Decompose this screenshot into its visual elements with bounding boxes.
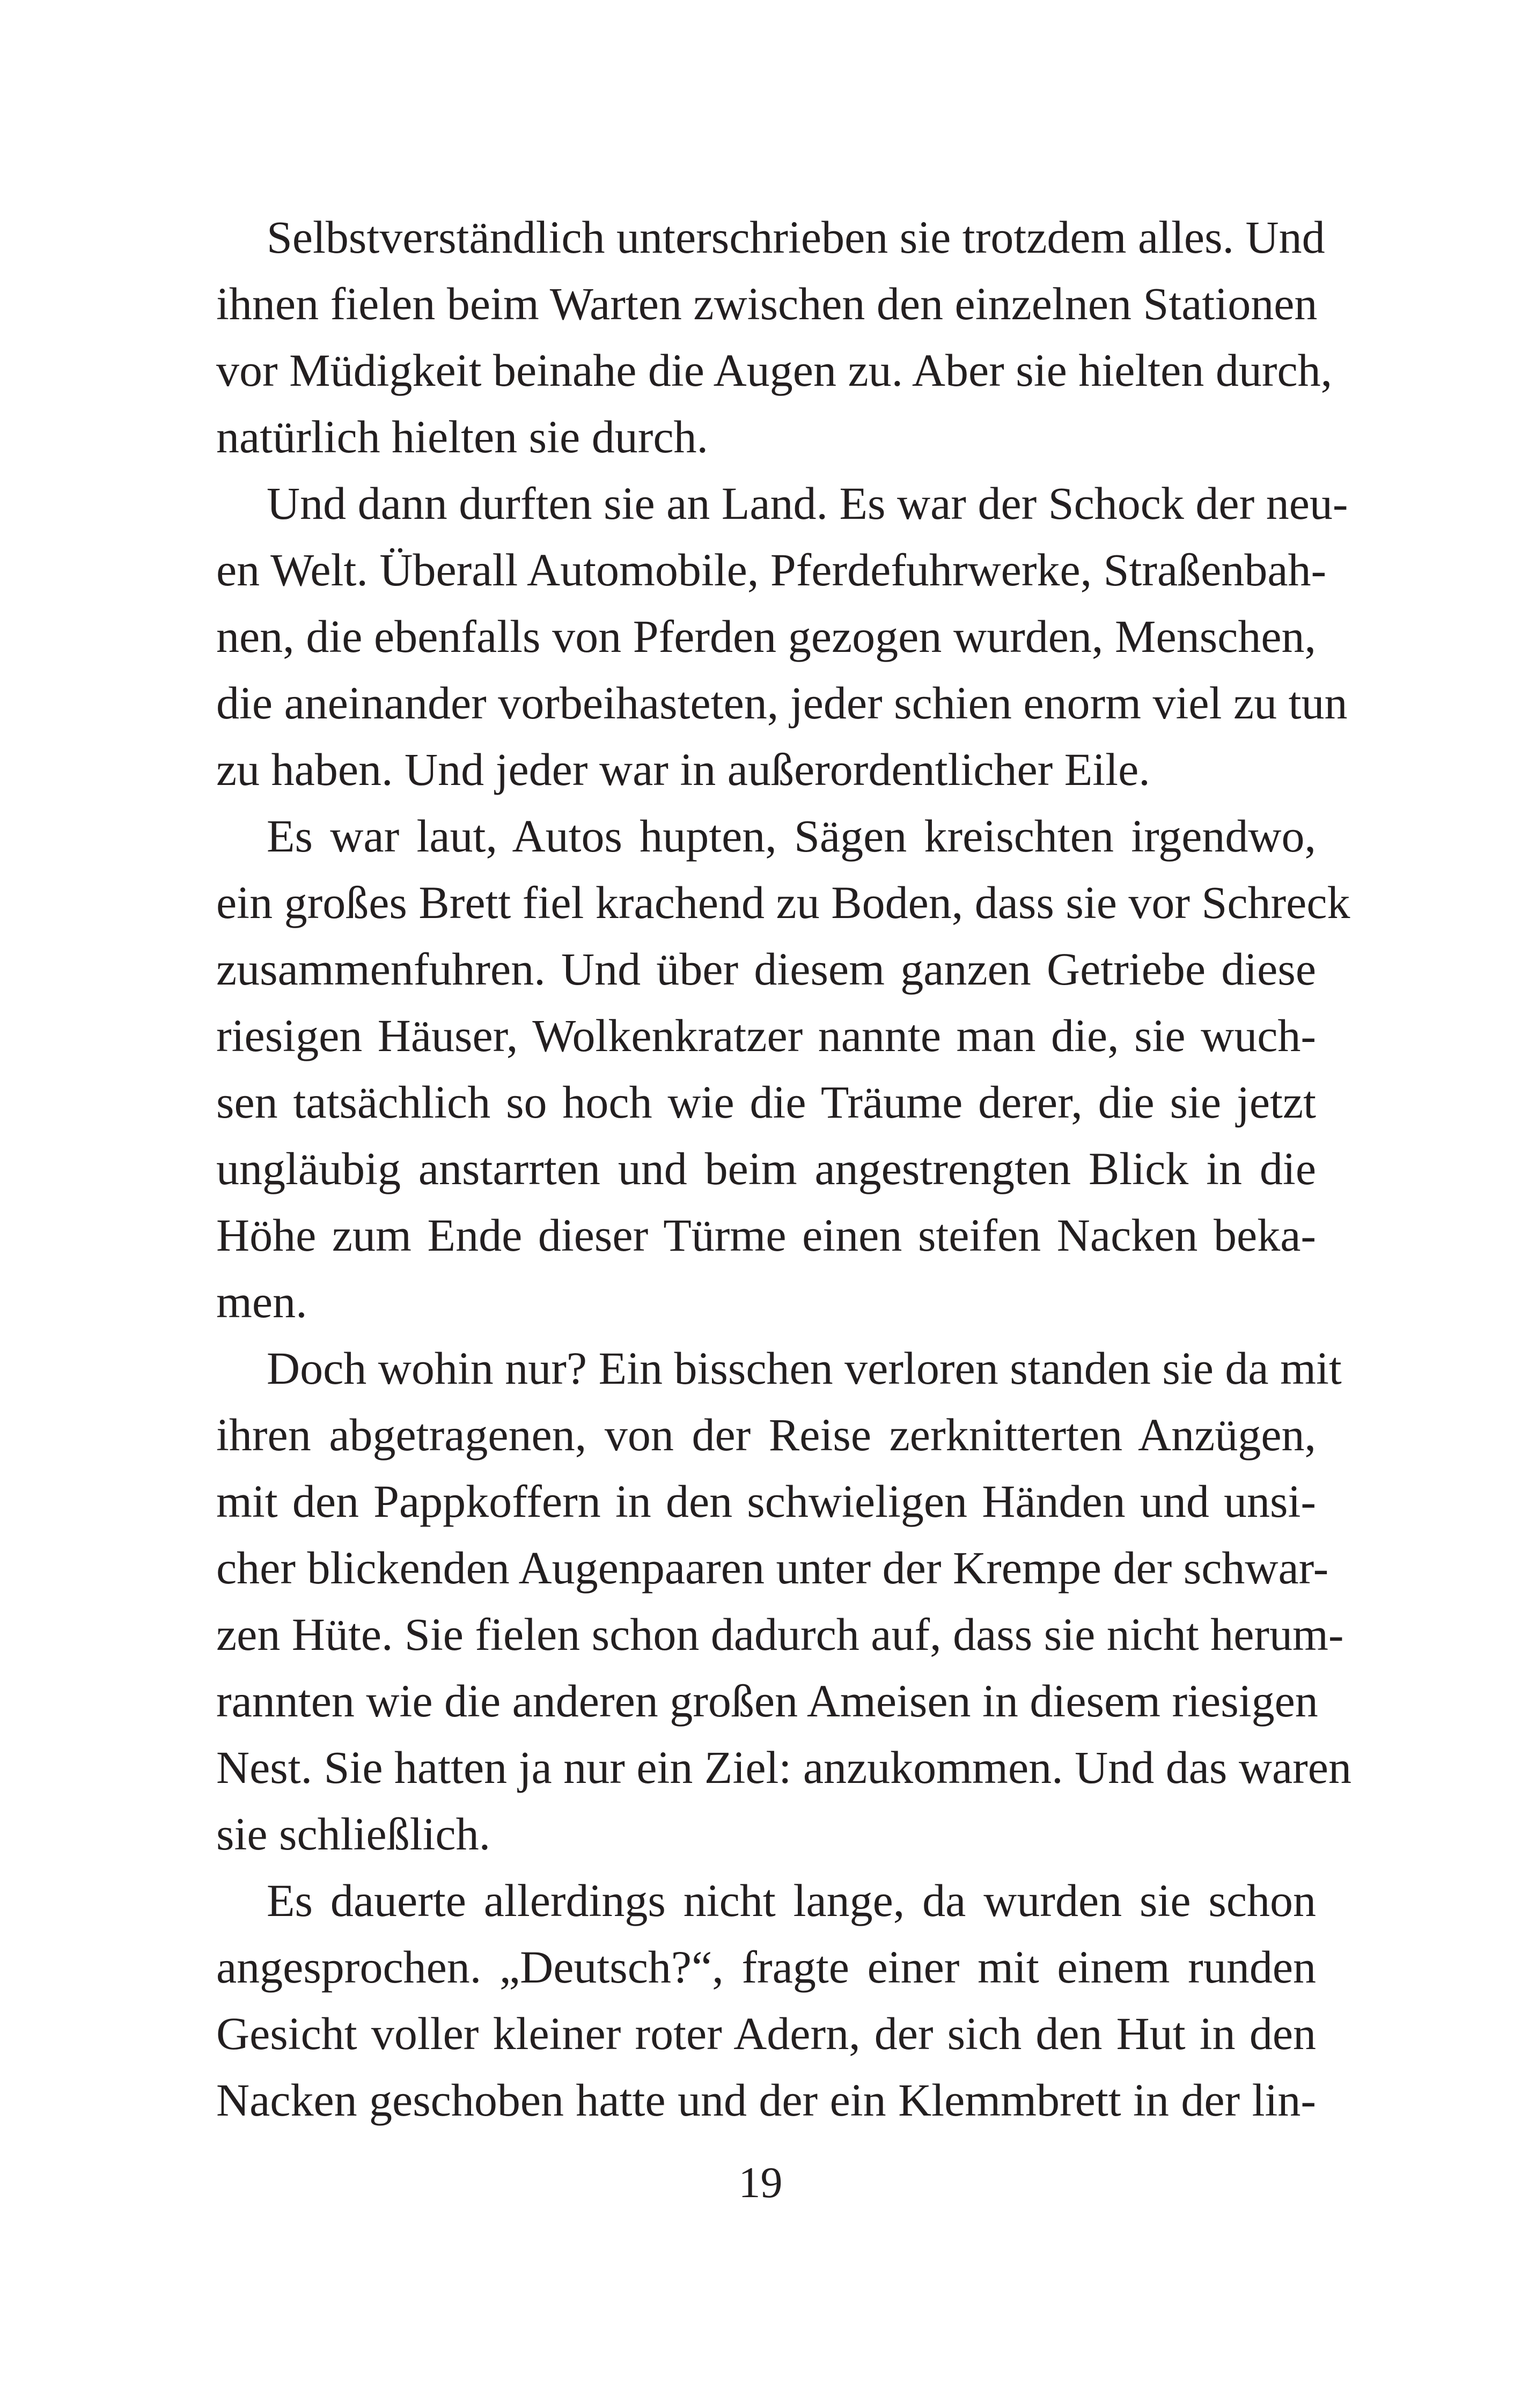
text-line: riesigen Häuser, Wolkenkratzer nannte man die, sie wuch-: [216, 1010, 1316, 1061]
text-line: ihnen fielen beim Warten zwischen den einzelnen Stationen: [216, 278, 1318, 329]
text-line: Nacken geschoben hatte und der ein Klemmbrett in der lin-: [216, 2074, 1316, 2126]
text-line: zusammenfuhren. Und über diesem ganzen Getriebe diese: [216, 943, 1316, 995]
text-line: angesprochen. „Deutsch?“, fragte einer mit einem runden: [216, 1941, 1316, 1993]
text-line: Es war laut, Autos hupten, Sägen kreischten irgendwo,: [267, 810, 1316, 862]
paragraph: [216, 470, 1348, 803]
text-line: en Welt. Überall Automobile, Pferdefuhrwerke, Straßenbah-: [216, 544, 1327, 596]
paragraph: [216, 204, 1333, 470]
text-line: mit den Pappkoffern in den schwieligen Händen und unsi-: [216, 1475, 1316, 1527]
paragraph: [216, 803, 1350, 1335]
text-line: Selbstverständlich unterschrieben sie trotzdem alles. Und: [267, 211, 1325, 263]
body-text: [216, 204, 1351, 2133]
text-line: Nest. Sie hatten ja nur ein Ziel: anzukommen. Und das waren: [216, 1742, 1351, 1793]
text-line: sie schließlich.: [216, 1808, 491, 1860]
text-line: cher blickenden Augenpaaren unter der Krempe der schwar-: [216, 1542, 1329, 1594]
text-line: vor Müdigkeit beinahe die Augen zu. Aber sie hielten durch,: [216, 344, 1333, 396]
text-line: ungläubig anstarrten und beim angestrengten Blick in die: [216, 1143, 1316, 1194]
text-line: Es dauerte allerdings nicht lange, da wurden sie schon: [267, 1875, 1316, 1926]
text-line: zen Hüte. Sie fielen schon dadurch auf, dass sie nicht herum-: [216, 1609, 1344, 1660]
text-line: Doch wohin nur? Ein bisschen verloren standen sie da mit: [267, 1342, 1342, 1394]
text-line: Und dann durften sie an Land. Es war der Schock der neu-: [267, 478, 1348, 529]
text-line: Gesicht voller kleiner roter Adern, der sich den Hut in den: [216, 2008, 1316, 2059]
text-line: ihren abgetragenen, von der Reise zerknitterten Anzügen,: [216, 1409, 1316, 1460]
text-line: Höhe zum Ende dieser Türme einen steifen Nacken beka-: [216, 1209, 1316, 1261]
text-line: natürlich hielten sie durch.: [216, 411, 709, 462]
page-number: 19: [738, 2158, 783, 2207]
text-line: men.: [216, 1276, 307, 1327]
text-line: nen, die ebenfalls von Pferden gezogen wurden, Menschen,: [216, 611, 1316, 662]
text-line: rannten wie die anderen großen Ameisen in diesem riesigen: [216, 1675, 1318, 1727]
paragraph: [216, 1867, 1316, 2133]
text-line: ein großes Brett fiel krachend zu Boden, dass sie vor Schreck: [216, 877, 1350, 928]
text-line: die aneinander vorbeihasteten, jeder schien enorm viel zu tun: [216, 677, 1348, 729]
text-line: sen tatsächlich so hoch wie die Träume derer, die sie jetzt: [216, 1076, 1316, 1128]
paragraph: [216, 1335, 1351, 1867]
text-line: zu haben. Und jeder war in außerordentlicher Eile.: [216, 744, 1150, 795]
